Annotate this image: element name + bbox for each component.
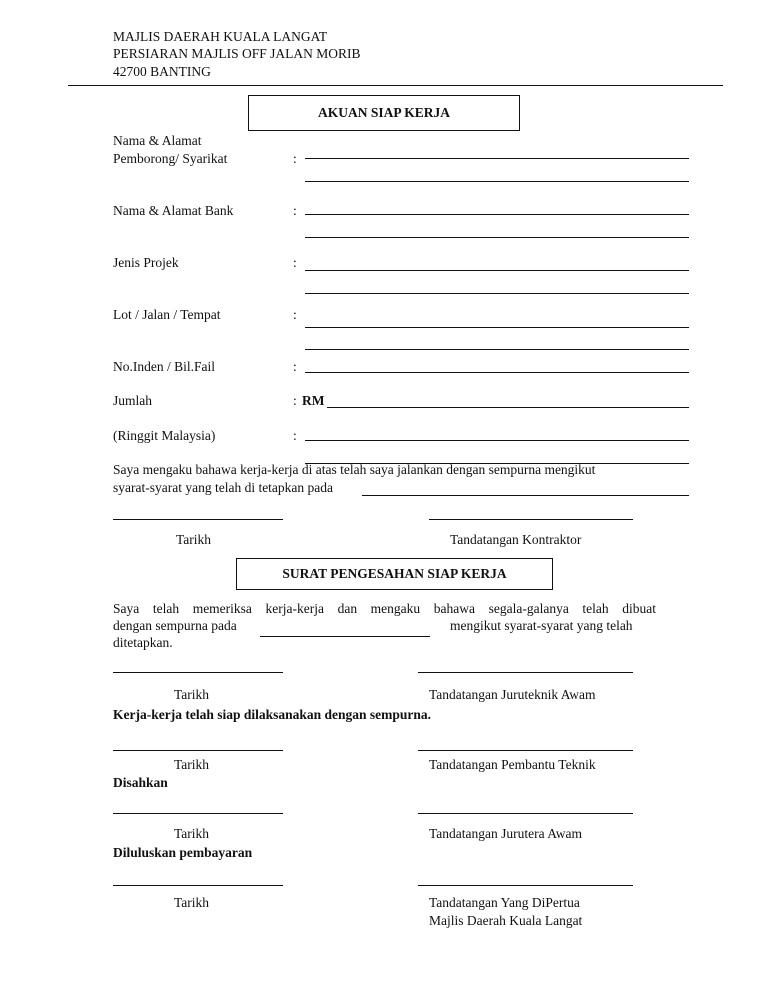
currency-prefix: RM bbox=[302, 393, 325, 408]
field-label-indent-file: No.Inden / Bil.Fail bbox=[113, 359, 215, 374]
technician-date-label: Tarikh bbox=[174, 687, 210, 702]
field-separator: : bbox=[293, 307, 297, 322]
technician-signature-label: Tandatangan Juruteknik Awam bbox=[429, 687, 596, 702]
completion-date-input-line[interactable] bbox=[362, 495, 689, 496]
field-separator: : bbox=[293, 359, 297, 374]
president-date-label: Tarikh bbox=[174, 895, 210, 910]
assistant-date-label: Tarikh bbox=[174, 757, 210, 772]
declaration-line-1: Saya mengaku bahawa kerja-kerja di atas telah saya jalankan dengan sempurna mengikut bbox=[113, 462, 596, 477]
field-label-location: Lot / Jalan / Tempat bbox=[113, 307, 221, 322]
contractor-signature-line[interactable] bbox=[429, 519, 633, 520]
section-title-surat-pengesahan: SURAT PENGESAHAN SIAP KERJA bbox=[236, 558, 553, 590]
field-label-contractor-b: Pemborong/ Syarikat bbox=[113, 151, 228, 166]
contractor-signature-label: Tandatangan Kontraktor bbox=[450, 532, 582, 547]
bank-input-line-2[interactable] bbox=[305, 237, 689, 238]
verification-para-line-2b: mengikut syarat-syarat yang telah bbox=[450, 618, 633, 633]
contractor-date-line[interactable] bbox=[113, 519, 283, 520]
field-label-contractor-a: Nama & Alamat bbox=[113, 133, 202, 148]
verification-para-line-1: Saya telah memeriksa kerja-kerja dan mengaku bahawa segala-galanya telah dibuat bbox=[113, 601, 656, 616]
assistant-date-line[interactable] bbox=[113, 750, 283, 751]
verification-para-line-2a: dengan sempurna pada bbox=[113, 618, 237, 633]
president-date-line[interactable] bbox=[113, 885, 283, 886]
field-label-bank: Nama & Alamat Bank bbox=[113, 203, 234, 218]
section-title-akuan-siap-kerja: AKUAN SIAP KERJA bbox=[248, 95, 520, 131]
verification-para-line-3: ditetapkan. bbox=[113, 635, 173, 650]
amount-input-line[interactable] bbox=[327, 407, 689, 408]
engineer-date-label: Tarikh bbox=[174, 826, 210, 841]
indent-file-input-line[interactable] bbox=[305, 372, 689, 373]
engineer-signature-line[interactable] bbox=[418, 813, 633, 814]
technician-signature-line[interactable] bbox=[418, 672, 633, 673]
field-separator: : bbox=[293, 255, 297, 270]
location-input-line-2[interactable] bbox=[305, 349, 689, 350]
field-separator: : bbox=[293, 428, 297, 443]
contractor-input-line-1[interactable] bbox=[305, 158, 689, 159]
verified-note: Disahkan bbox=[113, 775, 168, 790]
council-address-postcode: 42700 BANTING bbox=[113, 64, 211, 79]
engineer-signature-label: Tandatangan Jurutera Awam bbox=[429, 826, 583, 841]
field-separator: : bbox=[293, 151, 297, 166]
amount-words-input-line-1[interactable] bbox=[305, 440, 689, 441]
header-divider bbox=[68, 85, 723, 86]
inspection-date-input-line[interactable] bbox=[260, 636, 430, 637]
field-separator: : bbox=[293, 393, 297, 408]
council-address-street: PERSIARAN MAJLIS OFF JALAN MORIB bbox=[113, 46, 361, 61]
field-label-project-type: Jenis Projek bbox=[113, 255, 179, 270]
assistant-signature-label: Tandatangan Pembantu Teknik bbox=[429, 757, 596, 772]
contractor-input-line-2[interactable] bbox=[305, 181, 689, 182]
field-label-amount: Jumlah bbox=[113, 393, 152, 408]
technician-date-line[interactable] bbox=[113, 672, 283, 673]
bank-input-line-1[interactable] bbox=[305, 214, 689, 215]
president-signature-label-council: Majlis Daerah Kuala Langat bbox=[429, 913, 583, 928]
project-type-input-line-2[interactable] bbox=[305, 293, 689, 294]
contractor-date-label: Tarikh bbox=[176, 532, 212, 547]
payment-approved-note: Diluluskan pembayaran bbox=[113, 845, 253, 860]
president-signature-label: Tandatangan Yang DiPertua bbox=[429, 895, 580, 910]
field-label-amount-words: (Ringgit Malaysia) bbox=[113, 428, 216, 443]
work-completed-note: Kerja-kerja telah siap dilaksanakan dengan sempurna. bbox=[113, 707, 432, 722]
declaration-line-2: syarat-syarat yang telah di tetapkan pada bbox=[113, 480, 334, 495]
council-name: MAJLIS DAERAH KUALA LANGAT bbox=[113, 29, 328, 44]
location-input-line-1[interactable] bbox=[305, 327, 689, 328]
assistant-signature-line[interactable] bbox=[418, 750, 633, 751]
president-signature-line[interactable] bbox=[418, 885, 633, 886]
field-separator: : bbox=[293, 203, 297, 218]
engineer-date-line[interactable] bbox=[113, 813, 283, 814]
project-type-input-line-1[interactable] bbox=[305, 270, 689, 271]
